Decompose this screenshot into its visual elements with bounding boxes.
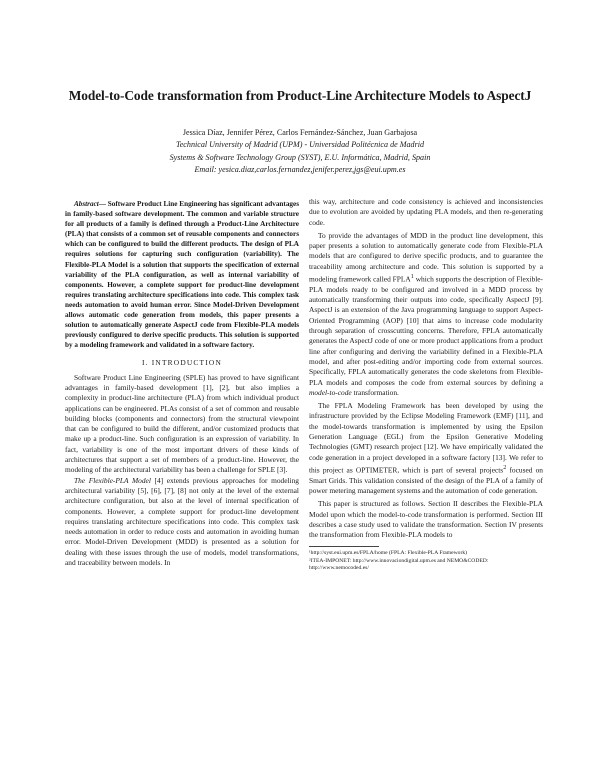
footnote-ref-1: 1	[410, 274, 414, 281]
intro-paragraph-2-text: [4] extends previous approaches for modeling architectural variability [5], [6], [7], [8] not only at the level of the external architecture configuration, but also at the level of internal specification of components. However, a complete support for product-line development requires translating architecture specifications into code. This complex task needs automation in order to reduce costs and automation in avoiding human error. Model-Driven Development (MDD) is presented as a solution for dealing with these issues through the use of models, model transformations, and traceability between models. In	[65, 475, 299, 568]
right-column	[309, 197, 543, 573]
footnotes	[309, 550, 543, 572]
footnote-divider	[309, 546, 379, 547]
author-names: Jessica Díaz, Jennifer Pérez, Carlos Fernández-Sánchez, Juan Garbajosa	[182, 128, 418, 137]
right-paragraph-4: This paper is structured as follows. Section II describes the Flexible-PLA Model upon which the model-to-code transformation is performed. Section III describes a case study used to validate the transformation. Section IV presents the transformation from Flexible-PLA models to	[309, 499, 543, 540]
right-paragraph-2-part-a: To provide the advantages of MDD in the product line development, this paper presents a solution to automatically generate code from Flexible-PLA models that are configured to derive specific products, and to guarantee the traceability among architecture and code. This solution is supported by a modeling framework called FPLA	[309, 230, 543, 284]
paper-title: Model-to-Code transformation from Product-Line Architecture Models to AspectJ	[68, 88, 532, 103]
author-block	[30, 127, 570, 176]
right-paragraph-3-part-a: The FPLA Modeling Framework has been developed by using the infrastructure provided by the Eclipse Modeling Framework (EMF) [11], and the model-towards transformation is implemented by using the Epsilon Generation Language (EGL) from the Epsilon Generative Modeling Technologies (GMT) research project [12]. We have empirically validated the code generation in a project developed in a software factory [13]. We refer to this project as OPTIMETER, which is part of several projects	[309, 401, 543, 475]
footnote-2: ²ITEA-IMPONET: http://www.innovaciondigital.upm.es and NEMO&CODED: http://www.nemocoded.es/	[309, 557, 489, 572]
left-column	[65, 199, 299, 568]
right-paragraph-3	[309, 401, 543, 496]
right-paragraph-2-part-b: which supports the description of Flexible-PLA models ready to be configured and involved in a MDD process by automatically transforming their outputs into code, specifically AspectJ [9]. AspectJ is an extension of the Java programming language to support Aspect-Oriented Programming (AOP) [10] that aims to increase code modularity through separation of crosscutting concerns. Therefore, FPLA automatically generates the AspectJ code of one or more product applications from a product line after configuring and deriving the variability defined in a Flexible-PLA model, and after post-editing and/or importing code from external sources. Specifically, FPLA automatically generates the code skeletons from Flexible-PLA models and composes the code from external sources by defining a	[309, 274, 543, 387]
footnote-ref-2: 2	[503, 464, 507, 471]
footnote-1: ¹http://syst.eui.upm.es/FPLA/home (FPLA: Flexible-PLA Framework)	[309, 550, 467, 557]
affiliation-group: Systems & Software Technology Group (SYST), E.U. Informática, Madrid, Spain	[169, 152, 431, 162]
abstract-label: Abstract	[74, 200, 99, 208]
model-to-code-term: model-to-code	[309, 387, 352, 397]
intro-paragraph-2	[65, 476, 299, 569]
section-heading-introduction: I. INTRODUCTION	[142, 358, 222, 368]
flexible-pla-term: The Flexible-PLA Model	[74, 475, 151, 485]
intro-paragraph-1: Software Product Line Engineering (SPLE) has proved to have significant advantages in family-based development [1], [2], but also implies a complexity in product-line architecture (PLA) from which individual product applications can be engineered. PLAs consist of a set of common and reusable building blocks (components and connectors) from the structural viewpoint that can be configured to build the different, and/or customized products that make up a product-line. Such configuration is an expression of variability. In fact, variability is one of the most important drivers of these kinds of architectures that support a set of members of a product-line. However, the modeling of the architectural variability has been a challenge for SPLE [3].	[65, 372, 299, 475]
affiliation-university: Technical University of Madrid (UPM) - Universidad Politécnica de Madrid	[175, 140, 425, 150]
abstract	[65, 199, 299, 350]
right-paragraph-2	[309, 231, 543, 398]
right-paragraph-1: this way, architecture and code consistency is achieved and inconsistencies due to evolution are avoided by updating PLA models, and then re-generating code.	[309, 197, 543, 227]
abstract-text: — Software Product Line Engineering has significant advantages in family-based software development. The common and variable structure for all products of a family is defined through a Product-Line Architecture (PLA) that consists of a common set of reusable components and connectors which can be configured to build the different products. The design of PLA requires solutions for capturing such configuration (variability). The Flexible-PLA Model is a solution that supports the specification of external variability of the PLA configuration, as well as internal variability of components. However, a complete support for product-line development requires translating architecture specifications into code. This complex task needs automation to avoid human error. Since Model-Driven Development allows automatic code generation from models, this paper presents a solution to automatically generate AspectJ code from Flexible-PLA models previously configured to derive specific products. This solution is supported by a modeling framework and validated in a software factory.	[65, 200, 299, 350]
right-paragraph-3-part-b: focused on Smart Grids. This validation consisted of the design of the PLA of a family of power metering management systems and the automation of code generation.	[309, 465, 543, 495]
right-paragraph-2-part-c: transformation.	[351, 387, 399, 397]
author-email: Email: yesica.diaz,carlos.fernandez,jenifer.perez,jgs@eui.upm.es	[194, 164, 406, 174]
